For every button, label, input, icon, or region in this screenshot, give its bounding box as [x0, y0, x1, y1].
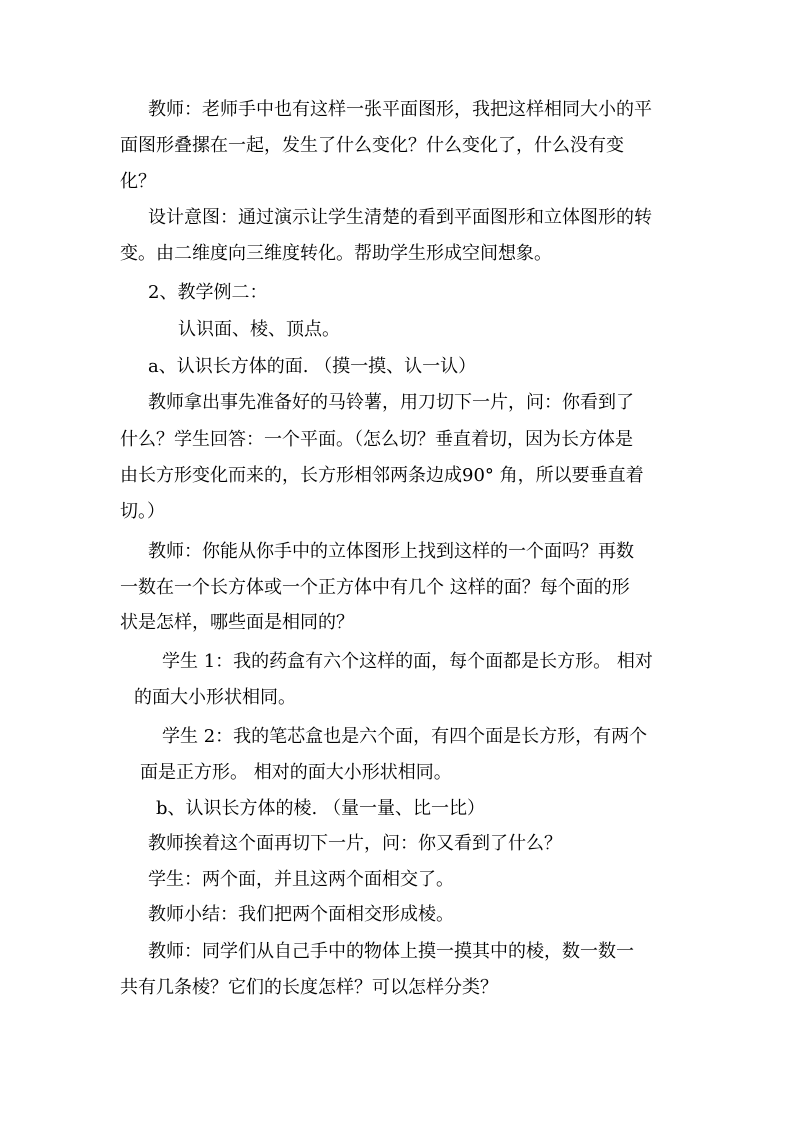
text-line: 教师挨着这个面再切下一片，问：你又看到了什么？	[148, 833, 562, 854]
text-line: 面是正方形。 相对的面大小形状相同。	[140, 762, 452, 783]
text-line: 切。）	[120, 501, 165, 522]
text-line: 教师：你能从你手中的立体图形上找到这样的一个面吗？再数	[148, 541, 634, 562]
text-line: 设计意图：通过演示让学生清楚的看到平面图形和立体图形的转	[148, 207, 652, 228]
text-line: 学生 2：我的笔芯盒也是六个面，有四个面是长方形，有两个	[162, 726, 648, 747]
text-line: 学生：两个面，并且这两个面相交了。	[148, 869, 454, 890]
text-line: a、认识长方体的面. （摸一摸、认一认）	[148, 356, 477, 377]
text-line: 化？	[120, 171, 156, 192]
text-line: 变。由二维度向三维度转化。帮助学生形成空间想象。	[120, 243, 552, 264]
text-line: 学生 1：我的药盒有六个这样的面，每个面都是长方形。 相对	[162, 651, 653, 672]
text-line: 状是怎样，哪些面是相同的？	[120, 612, 354, 633]
text-line: 教师小结：我们把两个面相交形成棱。	[148, 904, 454, 925]
text-line: 共有几条棱？它们的长度怎样？可以怎样分类？	[120, 977, 498, 998]
text-line: 认识面、棱、顶点。	[178, 319, 340, 340]
text-line: 教师拿出事先准备好的马铃薯，用刀切下一片，问：你看到了	[148, 392, 634, 413]
text-line: 什么？学生回答：一个平面。（怎么切？垂直着切，因为长方体是	[120, 429, 633, 450]
text-line: 教师：同学们从自己手中的物体上摸一摸其中的棱，数一数一	[148, 941, 634, 962]
text-line: b、认识长方体的棱. （量一量、比一比）	[156, 798, 485, 819]
text-line: 2、教学例二：	[148, 282, 268, 303]
text-line: 教师：老师手中也有这样一张平面图形，我把这样相同大小的平	[148, 99, 652, 120]
text-line: 的面大小形状相同。	[134, 687, 296, 708]
text-line: 一数在一个长方体或一个正方体中有几个 这样的面？每个面的形	[120, 577, 630, 598]
text-line: 由长方形变化而来的，长方形相邻两条边成90° 角，所以要垂直着	[120, 465, 644, 486]
text-line: 面图形叠摞在一起，发生了什么变化？什么变化了，什么没有变	[120, 135, 624, 156]
